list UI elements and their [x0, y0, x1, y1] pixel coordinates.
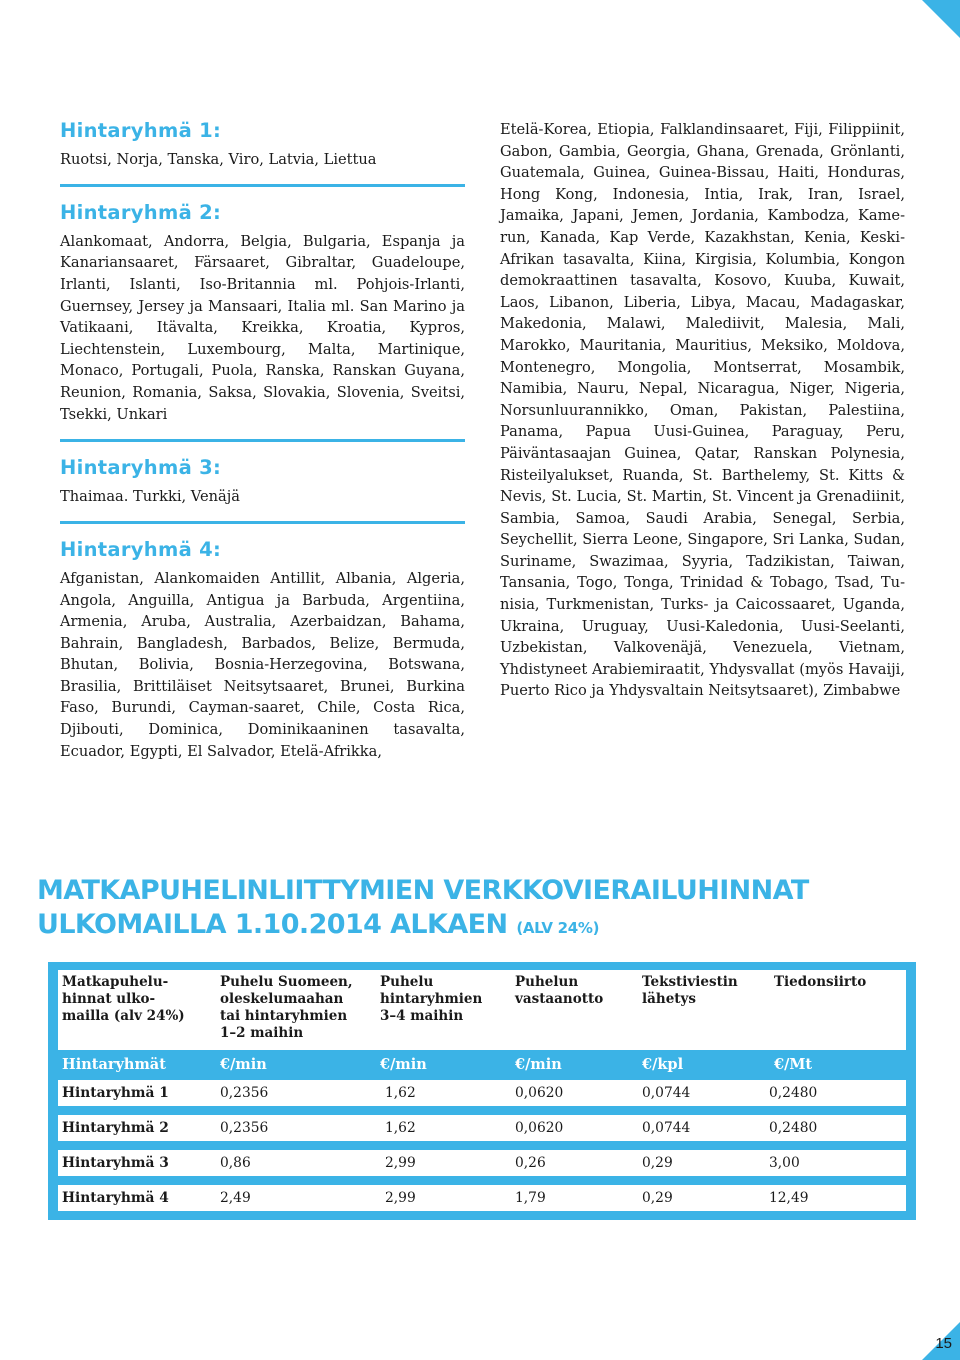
table-row	[58, 1185, 906, 1211]
left-column	[60, 120, 465, 762]
price-cell: 1,79	[515, 1190, 546, 1206]
section-divider	[60, 184, 465, 187]
price-cell: 0,2356	[220, 1120, 269, 1136]
price-cell: 0,0620	[515, 1120, 564, 1136]
price-cell: 2,99	[385, 1190, 416, 1206]
group-2-countries: Alankomaat, Andorra, Belgia, Bulgaria, Espanja ja Kanariansaaret, Färsaaret, Gibraltar, Guadeloupe, Irlanti, Islanti, Iso-Britannia ml. Pohjois-Irlanti, Guernsey, Jersey ja Mansaari, Italia ml. San Marino ja Vatikaani, Itävalta, Kreikka, Kroatia, Kypros, Liechtenstein, Luxembourg, Malta, Martinique, Monaco, Portugali, Puola, Ranska, Ranskan Guyana, Reunion, Romania, Saksa, Slovakia, Slovenia, Sveitsi, Tsekki, Unkari	[60, 232, 465, 423]
roaming-prices-headline	[37, 874, 809, 945]
price-cell: 0,0620	[515, 1085, 564, 1101]
row-label: Hintaryhmä 3	[62, 1155, 169, 1171]
header-cell-call-home: Puhelu Suomeen, oleskelumaahan tai hintaryhmien 1–2 maihin	[220, 974, 353, 1041]
headline-line-2-text: ULKOMAILLA 1.10.2014 ALKAEN	[37, 909, 508, 940]
group-1-countries: Ruotsi, Norja, Tanska, Viro, Latvia, Liettua	[60, 150, 377, 168]
price-cell: 0,29	[642, 1190, 673, 1206]
section-divider	[60, 521, 465, 524]
price-cell: 0,2356	[220, 1085, 269, 1101]
price-cell: 0,0744	[642, 1085, 691, 1101]
price-cell: 0,29	[642, 1155, 673, 1171]
row-label: Hintaryhmä 4	[62, 1190, 169, 1206]
price-cell: 0,86	[220, 1155, 251, 1171]
roaming-price-table	[48, 962, 916, 1220]
price-cell: 3,00	[769, 1155, 800, 1171]
header-cell-call-groups-3-4: Puhelu hintaryhmien 3–4 maihin	[380, 974, 483, 1024]
unit-cell: €/Mt	[774, 1056, 813, 1073]
table-header	[58, 970, 906, 1050]
group-3-title: Hintaryhmä 3:	[60, 456, 222, 480]
right-column	[500, 119, 905, 702]
section-divider	[60, 439, 465, 442]
price-cell: 0,0744	[642, 1120, 691, 1136]
unit-cell: €/min	[380, 1056, 427, 1073]
header-cell-receive-call: Puhelun vastaanotto	[515, 974, 604, 1007]
group-3-countries: Thaimaa. Turkki, Venäjä	[60, 487, 240, 505]
row-label: Hintaryhmä 2	[62, 1120, 169, 1136]
unit-cell-group: Hintaryhmät	[62, 1056, 166, 1073]
unit-cell: €/min	[220, 1056, 267, 1073]
price-cell: 0,2480	[769, 1085, 818, 1101]
table-row	[58, 1150, 906, 1176]
headline-line-2	[37, 908, 809, 945]
price-cell: 12,49	[769, 1190, 809, 1206]
group-4-countries-continued: Etelä-Korea, Etiopia, Falklandinsaaret, Fiji, Filippiinit, Gabon, Gambia, Georgia, Ghana, Grenada, Grönlanti, Guatemala, Guinea, Guinea-Bissau, Haiti, Honduras, Hong Kong, Indonesia, Intia, Irak, Iran, Israel, Jamaika, Japani, Jemen, Jordania, Kambodza, Kamerun, Kanada, Kap Verde, Kazakhstan, Kenia, Keski-Afrikan tasavalta, Kiina, Kirgisia, Kolumbia, Kongon demokraattinen tasavalta, Kosovo, Kuuba, Kuwait, Laos, Libanon, Liberia, Libya, Macau, Madagaskar, Makedonia, Malawi, Malediivit, Malesia, Mali, Marokko, Mauritania, Mauritius, Meksiko, Moldova, Montenegro, Mongolia, Montserrat, Mosambik, Namibia, Nauru, Nepal, Nicaragua, Niger, Nigeria, Norsunluurannikko, Oman, Pakistan, Palestiina, Panama, Papua Uusi-Guinea, Paraguay, Peru, Päiväntasaajan Guinea, Qatar, Ranskan Polynesia, Risteilyalukset, Ruanda, St. Barthelemy, St. Kitts & Nevis, St. Lucia, St. Martin, St. Vincent ja Grenadiinit, Sambia, Samoa, Saudi Arabia, Senegal, Serbia, Seychellit, Sierra Leone, Singapore, Sri Lanka, Sudan, Suriname, Swazimaa, Syyria, Tadzikistan, Taiwan, Tansania, Togo, Tonga, Trinidad & Tobago, Tsad, Tunisia, Turkmenistan, Turks- ja Caicossaaret, Uganda, Ukraina, Uruguay, Uusi-Kaledonia, Uusi-Seelanti, Uzbekistan, Valkovenäjä, Venezuela, Vietnam, Yhdistyneet Arabiemiraatit, Yhdysvallat (myös Havaiji, Puerto Rico ja Yhdysvaltain Neitsytsaaret), Zimbabwe	[500, 121, 905, 700]
price-cell: 2,99	[385, 1155, 416, 1171]
row-label: Hintaryhmä 1	[62, 1085, 169, 1101]
group-4-countries: Afganistan, Alankomaiden Antillit, Albania, Algeria, Angola, Anguilla, Antigua ja Barbuda, Argentiina, Armenia, Aruba, Australia, Azerbaidzan, Bahama, Bahrain, Bangladesh, Barbados, Belize, Bermuda, Bhutan, Bolivia, Bosnia-Herzegovina, Botswana, Brasilia, Brittiläiset Neitsytsaaret, Brunei, Burkina Faso, Burundi, Cayman-saaret, Chile, Costa Rica, Djibouti, Dominica, Dominikaaninen tasavalta, Ecuador, Egypti, El Salvador, Etelä-Afrikka,	[60, 569, 465, 760]
group-4-title: Hintaryhmä 4:	[60, 538, 222, 562]
price-cell: 1,62	[385, 1120, 416, 1136]
header-cell-data: Tiedonsiirto	[774, 974, 867, 990]
unit-cell: €/kpl	[642, 1056, 684, 1073]
header-cell-description: Matkapuhelu- hinnat ulko- mailla (alv 24%)	[62, 974, 185, 1024]
vat-note: (ALV 24%)	[516, 919, 600, 937]
unit-cell: €/min	[515, 1056, 562, 1073]
units-row	[48, 1053, 916, 1077]
group-1-title: Hintaryhmä 1:	[60, 119, 222, 142]
corner-decoration-top	[922, 0, 960, 38]
price-cell: 0,26	[515, 1155, 546, 1171]
table-row	[58, 1115, 906, 1141]
price-cell: 2,49	[220, 1190, 251, 1206]
group-2-title: Hintaryhmä 2:	[60, 201, 222, 225]
header-cell-sms: Tekstiviestin lähetys	[642, 974, 738, 1007]
page-number: 15	[935, 1335, 952, 1352]
headline-line-1: MATKAPUHELINLIITTYMIEN VERKKOVIERAILUHINNAT	[37, 875, 809, 906]
table-row	[58, 1080, 906, 1106]
price-cell: 0,2480	[769, 1120, 818, 1136]
price-cell: 1,62	[385, 1085, 416, 1101]
